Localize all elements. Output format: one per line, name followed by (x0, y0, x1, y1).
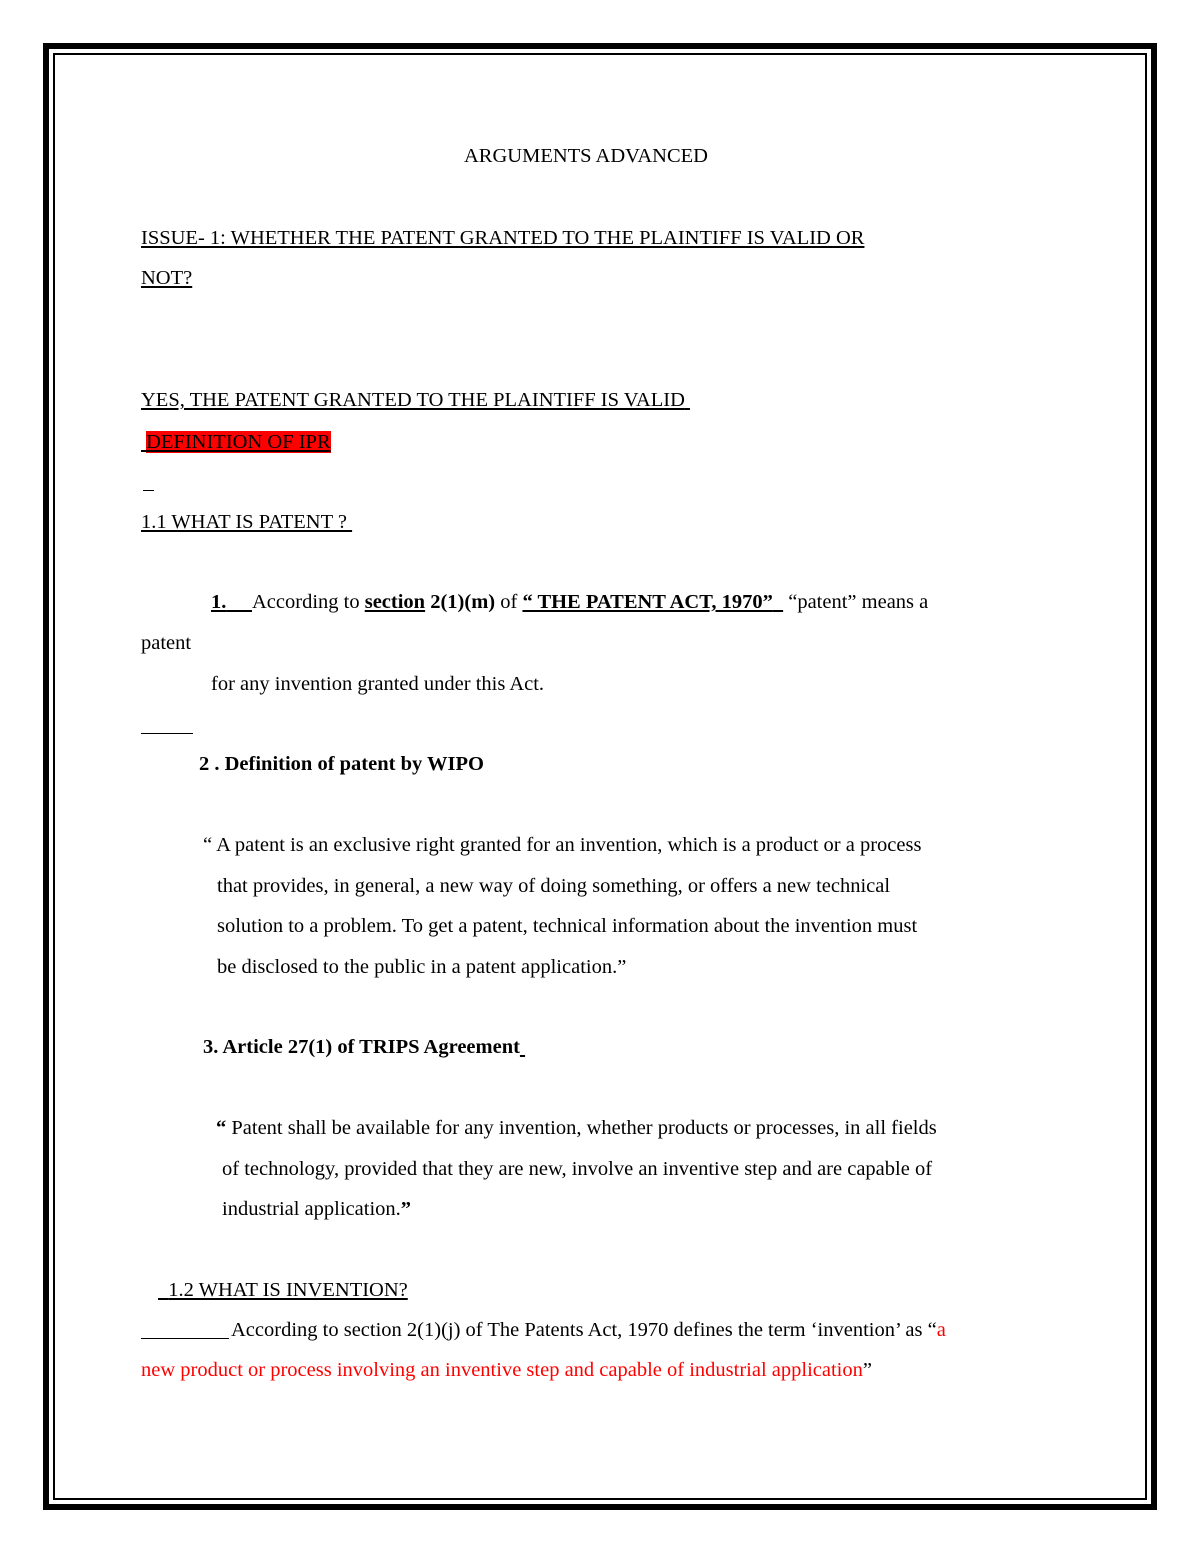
item-1-text-a: According to (252, 591, 365, 613)
issue-line-1: ISSUE- 1: WHETHER THE PATENT GRANTED TO THE PLAINTIFF IS VALID OR (141, 227, 865, 249)
item-1-line-1 (211, 590, 928, 614)
item-1-line-2: patent (141, 632, 192, 654)
answer-heading (141, 388, 690, 412)
answer-text: YES, THE PATENT GRANTED TO THE PLAINTIFF IS VALID (141, 389, 685, 411)
item-3-title (203, 1035, 525, 1059)
item-3-quote-line-2: of technology, provided that they are new, involve an inventive step and are capable of (222, 1158, 933, 1180)
item-2-quote-line-1: “ A patent is an exclusive right granted for an invention, which is a product or a process (203, 834, 922, 856)
item-1-number: 1. (211, 591, 227, 613)
stray-underline-rule (141, 733, 193, 734)
section-1-2-title (158, 1278, 408, 1302)
item-2-title: 2 . Definition of patent by WIPO (199, 753, 484, 775)
stray-underline-mark (143, 490, 154, 491)
issue-line-2: NOT? (141, 267, 193, 289)
section-1-2-title-text: 1.2 WHAT IS INVENTION? (168, 1279, 408, 1301)
item-1-line-3: for any invention granted under this Act. (211, 673, 545, 695)
item-1-act-name: “ THE PATENT ACT, 1970” (522, 591, 773, 613)
item-1-text-c: “patent” means a (783, 591, 929, 613)
definition-heading (141, 430, 331, 454)
section-1-2-line-1 (231, 1318, 946, 1342)
item-3-quote-line-1: “ Patent shall be available for any invention, whether products or processes, in all fields (216, 1117, 937, 1139)
section-1-2-close-quote: ” (862, 1359, 872, 1381)
item-2-quote-line-4: be disclosed to the public in a patent application.” (217, 956, 627, 978)
item-3-close-quote: ” (400, 1198, 412, 1220)
section-1-2-red-definition: new product or process involving an inventive step and capable of industrial application (141, 1359, 863, 1381)
item-2-quote-line-3: solution to a problem. To get a patent, technical information about the invention must (217, 915, 918, 937)
item-3-title-text: 3. Article 27(1) of TRIPS Agreement (203, 1036, 520, 1058)
item-1-section-ref: 2(1)(m) (425, 591, 496, 613)
section-1-2-text-a: According to section 2(1)(j) of The Patents Act, 1970 defines the term ‘invention’ as “ (231, 1319, 937, 1341)
section-1-2-red-a: a (936, 1319, 946, 1341)
page-heading: ARGUMENTS ADVANCED (464, 145, 708, 167)
section-1-1-title (141, 510, 352, 534)
section-1-1-title-text: 1.1 WHAT IS PATENT ? (141, 511, 347, 533)
definition-heading-text: DEFINITION OF IPR (146, 431, 331, 453)
item-1-section-word: section (364, 591, 426, 613)
item-3-open-quote: “ (216, 1117, 227, 1139)
item-1-text-b: of (495, 591, 523, 613)
section-1-2-line-2 (141, 1358, 872, 1382)
item-2-quote-line-2: that provides, in general, a new way of doing something, or offers a new technical (217, 875, 891, 897)
item-3-quote-line-3: industrial application.” (222, 1198, 412, 1220)
section-1-2-lead-rule (141, 1338, 229, 1339)
